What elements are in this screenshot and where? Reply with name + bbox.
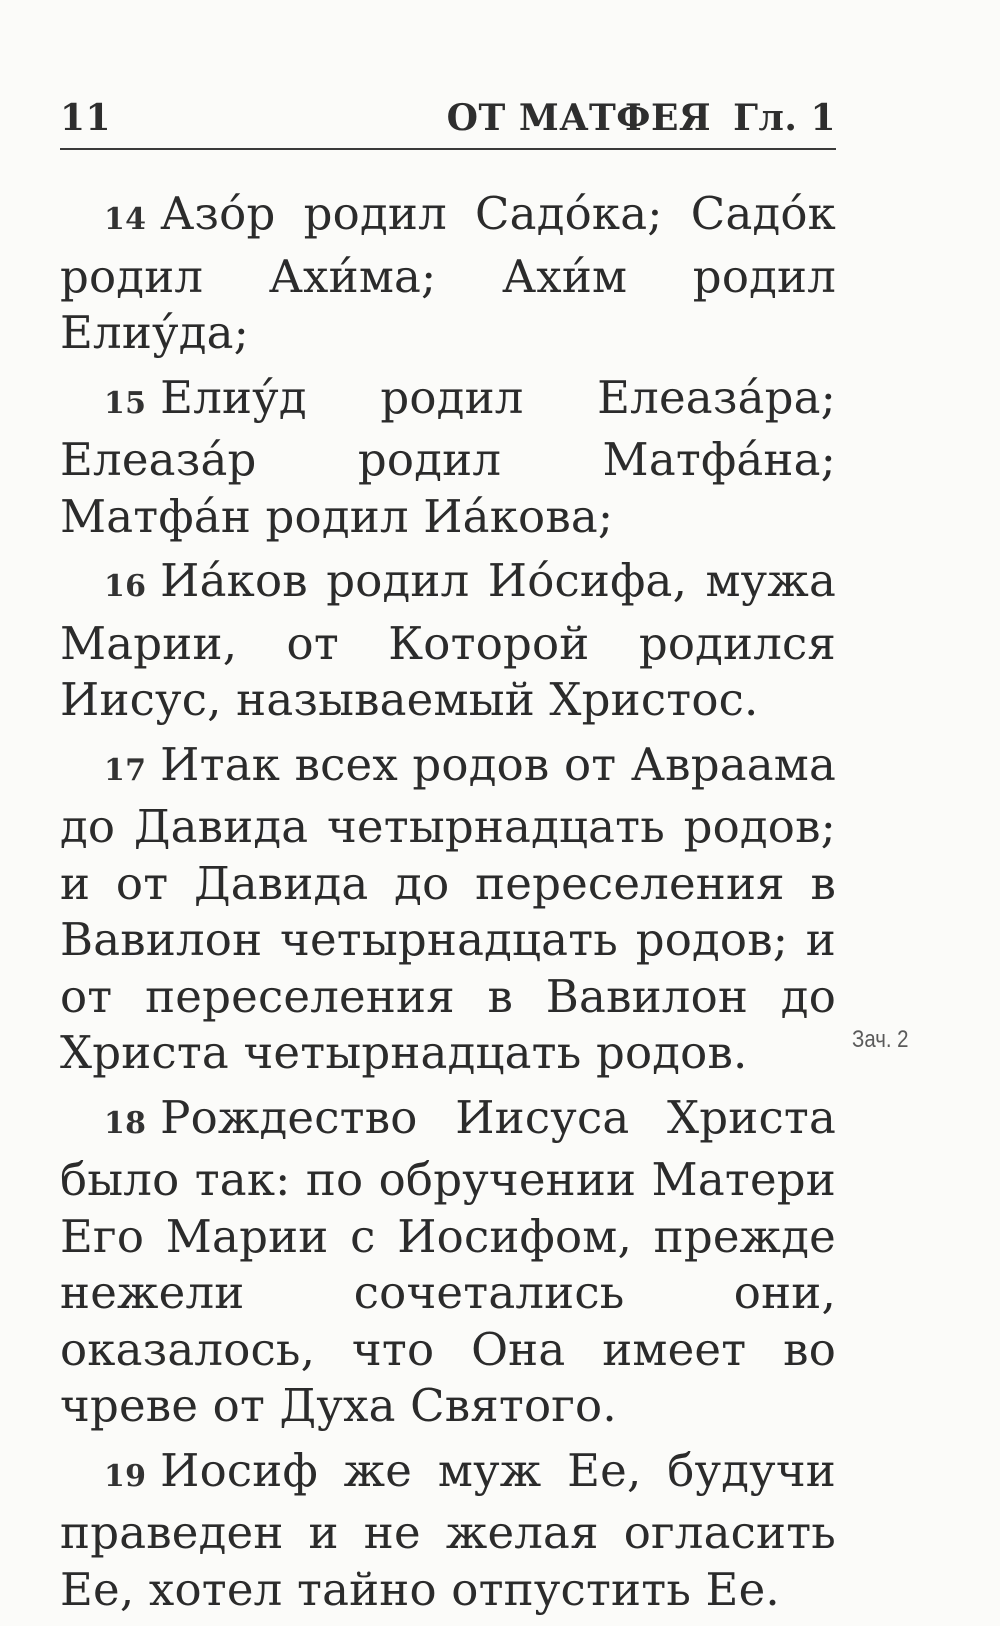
- verse-text: Азо́р родил Садо́ка; Садо́к родил Ахи́ма; Ахи́м родил Елиу́да;: [60, 187, 836, 359]
- verse-text: Елиу́д родил Елеаза́ра; Елеаза́р родил Матфа́на; Матфа́н родил Иа́кова;: [60, 370, 836, 543]
- verse-14: [60, 186, 836, 362]
- chapter-label: Гл. 1: [733, 97, 836, 139]
- verse-text: Итак всех родов от Авраама до Давида четырнадцать родов; и от Давида до переселения в Вавилон четырнадцать родов; и от переселения в Вавилон до Христа четырнадцать родов.: [60, 737, 836, 1079]
- verse-text: Иосиф же муж Ее, будучи праведен и не желая огласить Ее, хотел тайно отпустить Ее.: [60, 1443, 836, 1616]
- verse-18: [60, 1090, 836, 1435]
- verse-number: 17: [104, 752, 147, 788]
- verse-list: [60, 186, 836, 1618]
- verse-17: [60, 737, 836, 1082]
- running-header: [60, 97, 836, 150]
- chapter-heading: [446, 97, 836, 139]
- page-number: 11: [60, 97, 112, 139]
- verse-number: 18: [104, 1105, 147, 1141]
- verse-number: 19: [104, 1458, 147, 1494]
- verse-text: Иа́ков родил Ио́сифа, мужа Марии, от Которой родился Иисус, называемый Христос.: [60, 554, 836, 726]
- verse-number: 14: [104, 202, 147, 237]
- verse-number: 15: [104, 385, 147, 421]
- verse-number: 16: [104, 569, 147, 604]
- book-page: [60, 97, 836, 1626]
- verse-19: [60, 1443, 836, 1619]
- verse-text: Рождество Иисуса Христа было так: по обручении Матери Его Марии с Иосифом, прежде нежели сочетались они, оказалось, что Она имеет во чреве от Духа Святого.: [60, 1090, 836, 1432]
- verse-16: [60, 553, 836, 729]
- book-title: ОТ МАТФЕЯ: [446, 97, 712, 139]
- verse-15: [60, 370, 836, 546]
- margin-note-reading: Зач. 2: [852, 1026, 909, 1053]
